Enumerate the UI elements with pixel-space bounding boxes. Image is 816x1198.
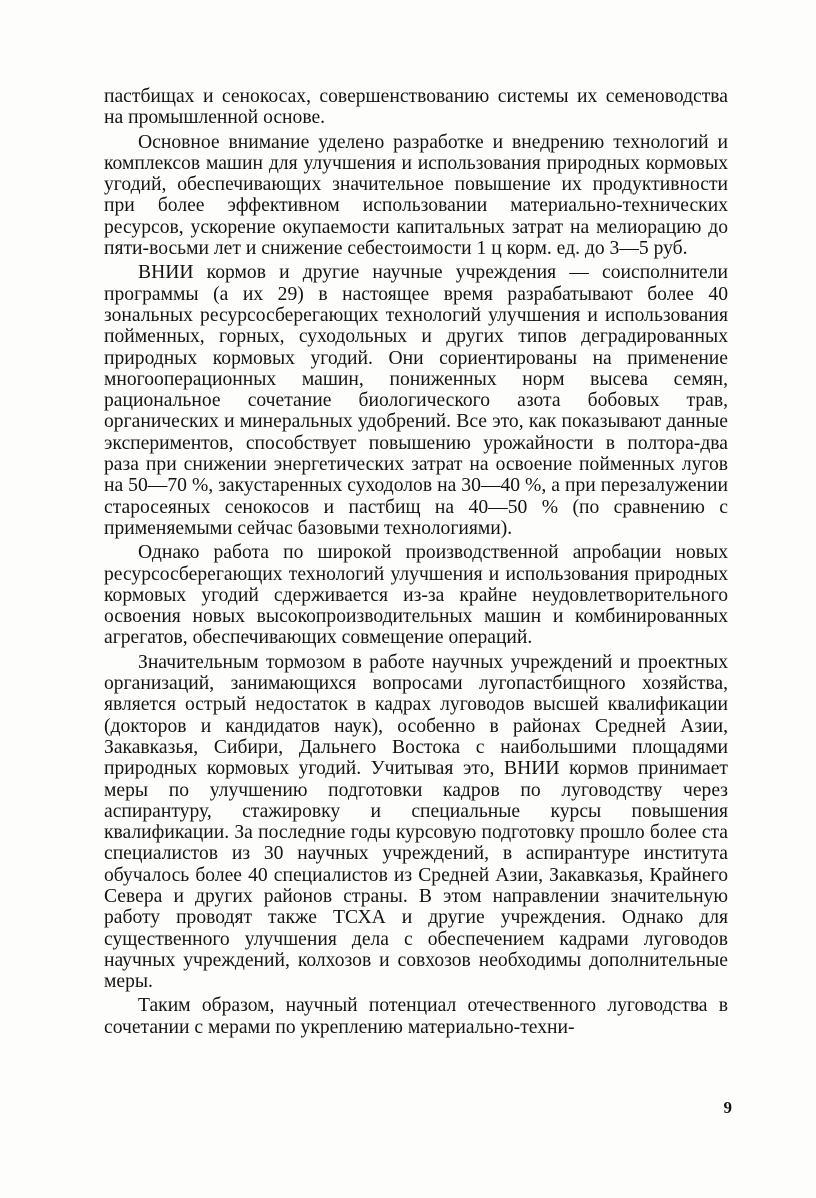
body-text <box>104 86 728 1041</box>
page-number: 9 <box>723 1098 732 1117</box>
paragraph: Однако работа по широкой производственной апробации новых ресурсосберегающих технологий улучшения и использования природных кормовых угодий сдерживается из-за крайне неудовлетворительного освоения новых высокопроизводительных машин и комбинированных агрегатов, обеспечивающих совмещение операций. <box>104 542 728 649</box>
paragraph: Значительным тормозом в работе научных учреждений и проектных организаций, занимающихся вопросами лугопастбищного хозяйства, является острый недостаток в кадрах луговодов высшей квалификации (докторов и кандидатов наук), особенно в районах Средней Азии, Закавказья, Сибири, Дальнего Востока с наибольшими площадями природных кормовых угодий. Учитывая это, ВНИИ кормов принимает меры по улучшению подготовки кадров по луговодству через аспирантуру, стажировку и специальные курсы повышения квалификации. За последние годы курсовую подготовку прошло более ста специалистов из 30 научных учреждений, в аспирантуре института обучалось более 40 специалистов из Средней Азии, Закавказья, Крайнего Севера и других районов страны. В этом направлении значительную работу проводят также ТСХА и другие учреждения. Однако для существенного улучшения дела с обеспечением кадрами луговодов научных учреждений, колхозов и совхозов необходимы дополнительные меры. <box>104 651 728 993</box>
paragraph: Основное внимание уделено разработке и внедрению технологий и комплексов машин для улучшения и использования природных кормовых угодий, обеспечивающих значительное повышение их продуктивности при более эффективном использовании материально-технических ресурсов, ускорение окупаемости капитальных затрат на мелиорацию до пяти-восьми лет и снижение себестоимости 1 ц корм. ед. до 3—5 руб. <box>104 131 728 260</box>
paragraph: пастбищах и сенокосах, совершенствованию системы их семеноводства на промышленной основе. <box>104 86 728 129</box>
paragraph: ВНИИ кормов и другие научные учреждения — соисполнители программы (а их 29) в настоящее время разрабатывают более 40 зональных ресурсосберегающих технологий улучшения и использования пойменных, горных, суходольных и других типов деградированных природных кормовых угодий. Они сориентированы на применение многооперационных машин, пониженных норм высева семян, рациональное сочетание биологического азота бобовых трав, органических и минеральных удобрений. Все это, как показывают данные экспериментов, способствует повышению урожайности в полтора-два раза при снижении энергетических затрат на освоение пойменных лугов на 50—70 %, закустаренных суходолов на 30—40 %, а при перезалужении старосеяных сенокосов и пастбищ на 40—50 % (по сравнению с применяемыми сейчас базовыми технологиями). <box>104 262 728 539</box>
paragraph: Таким образом, научный потенциал отечественного луговодства в сочетании с мерами по укреплению материально-техни- <box>104 995 728 1038</box>
